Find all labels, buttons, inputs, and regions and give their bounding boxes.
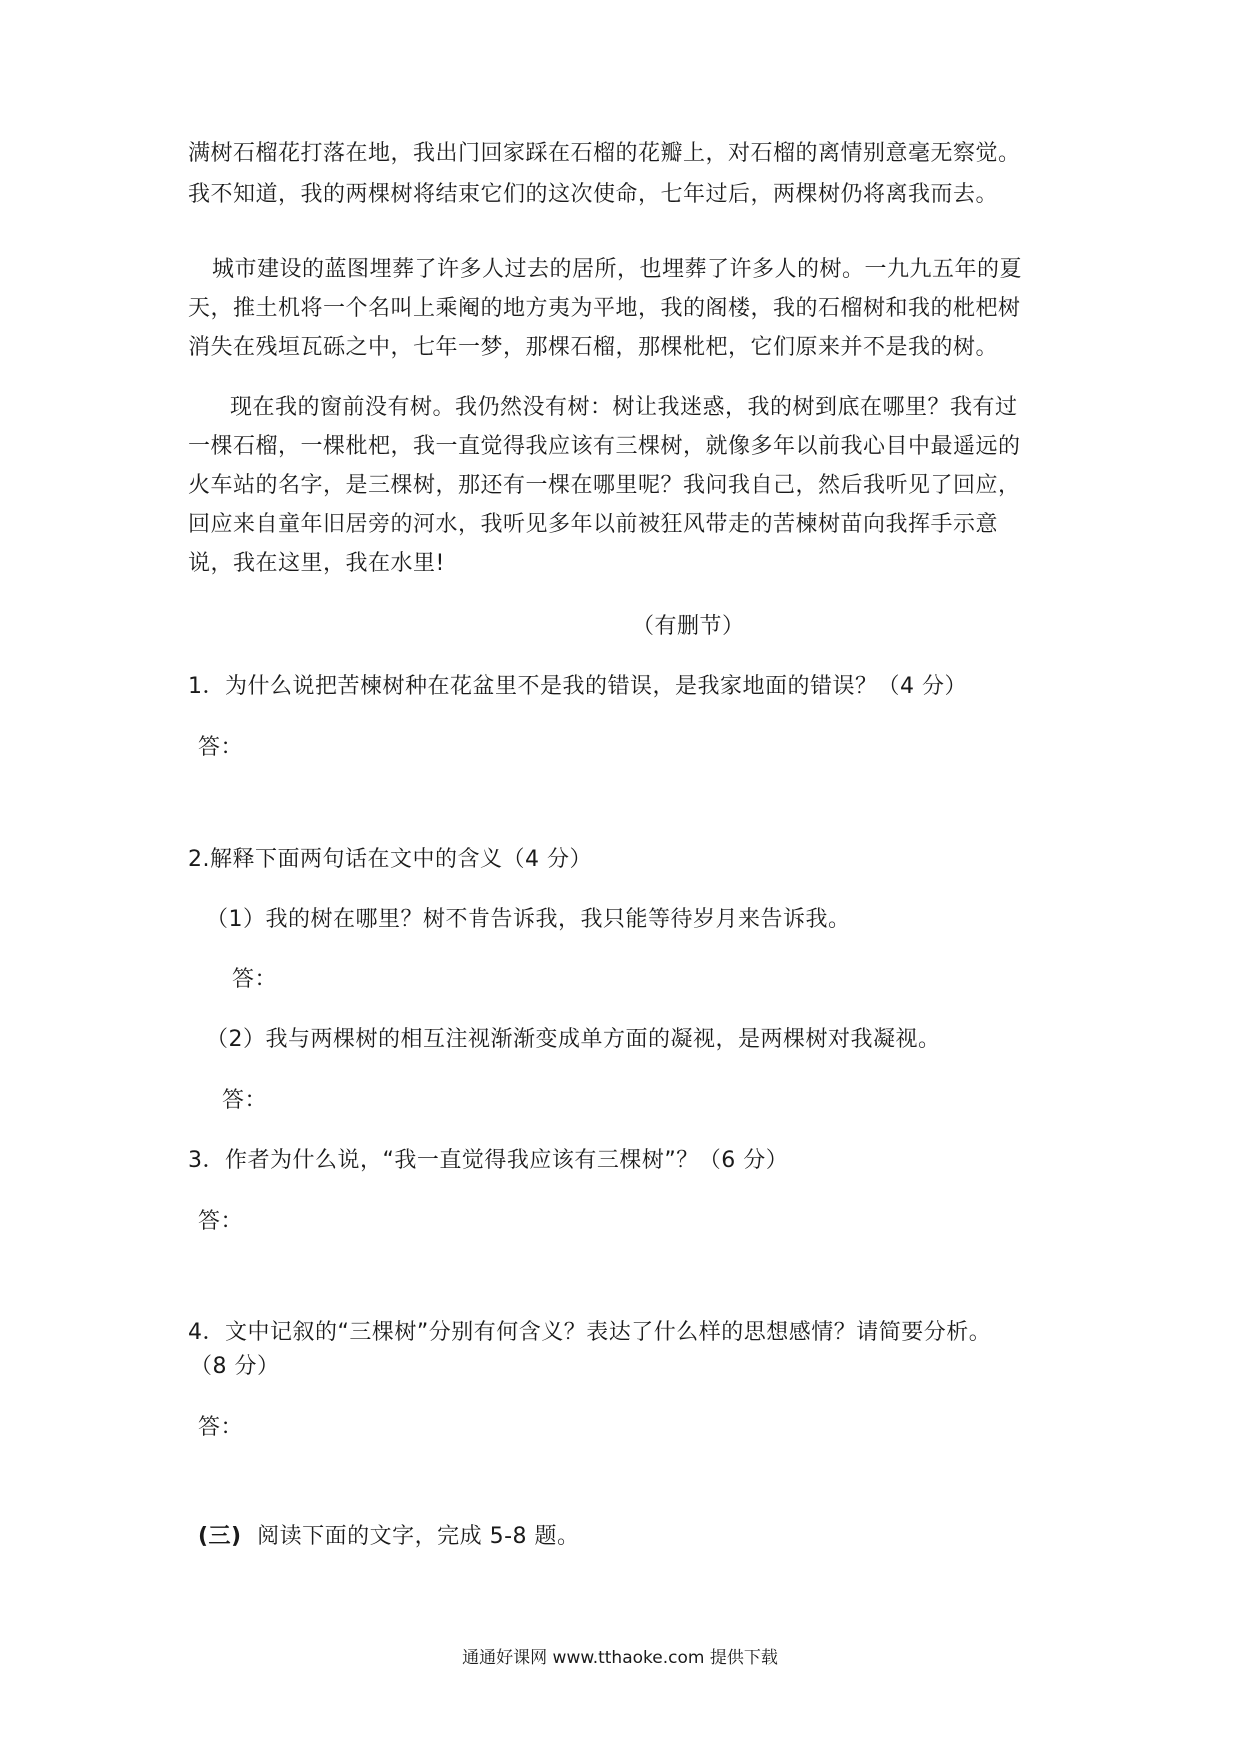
- question-2-part-2: （2）我与两棵树的相互注视渐渐变成单方面的凝视，是两棵树对我凝视。: [206, 1027, 941, 1052]
- passage-line: 天，推土机将一个名叫上乘阉的地方夷为平地，我的阁楼，我的石榴树和我的枇杷树: [188, 296, 1021, 321]
- section-3-label: (三): [198, 1524, 242, 1549]
- passage-line: 回应来自童年旧居旁的河水，我听见多年以前被狂风带走的苦楝树苗向我挥手示意: [188, 512, 999, 537]
- question-2: 2.解释下面两句话在文中的含义（4 分）: [188, 847, 592, 872]
- abridged-note: （有删节）: [632, 614, 745, 639]
- answer-label: 答：: [198, 1415, 244, 1440]
- page-footer: 通通好课网 www.tthaoke.com 提供下载: [462, 1648, 778, 1668]
- question-4: 4．文中记叙的“三棵树”分别有何含义？表达了什么样的思想感情？请简要分析。: [188, 1320, 992, 1345]
- question-1: 1．为什么说把苦楝树种在花盆里不是我的错误，是我家地面的错误？（4 分）: [188, 674, 967, 699]
- passage-line: 一棵石榴，一棵枇杷，我一直觉得我应该有三棵树，就像多年以前我心目中最遥远的: [188, 434, 1021, 459]
- passage-line: 满树石榴花打落在地，我出门回家踩在石榴的花瓣上，对石榴的离情别意毫无察觉。: [188, 141, 1021, 166]
- answer-label: 答：: [198, 1209, 244, 1234]
- passage-line: 城市建设的蓝图埋葬了许多人过去的居所，也埋葬了许多人的树。一九九五年的夏: [212, 257, 1023, 282]
- answer-label: 答：: [222, 1088, 268, 1113]
- passage-line: 火车站的名字，是三棵树，那还有一棵在哪里呢？我问我自己，然后我听见了回应，: [188, 473, 1021, 498]
- passage-line: 说，我在这里，我在水里!: [188, 551, 445, 576]
- passage-line: 我不知道，我的两棵树将结束它们的这次使命，七年过后，两棵树仍将离我而去。: [188, 182, 999, 207]
- passage-line: 现在我的窗前没有树。我仍然没有树：树让我迷惑，我的树到底在哪里？我有过: [230, 395, 1018, 420]
- question-4-points: （8 分）: [190, 1354, 280, 1379]
- answer-label: 答：: [232, 967, 278, 992]
- question-3: 3．作者为什么说，“我一直觉得我应该有三棵树”？（6 分）: [188, 1148, 789, 1173]
- section-3-instruction: 阅读下面的文字，完成 5-8 题。: [257, 1524, 580, 1549]
- passage-line: 消失在残垣瓦砾之中，七年一梦，那棵石榴，那棵枇杷，它们原来并不是我的树。: [188, 335, 999, 360]
- question-2-part-1: （1）我的树在哪里？树不肯告诉我，我只能等待岁月来告诉我。: [206, 907, 851, 932]
- section-3-heading: [198, 1522, 580, 1552]
- answer-label: 答：: [198, 735, 244, 760]
